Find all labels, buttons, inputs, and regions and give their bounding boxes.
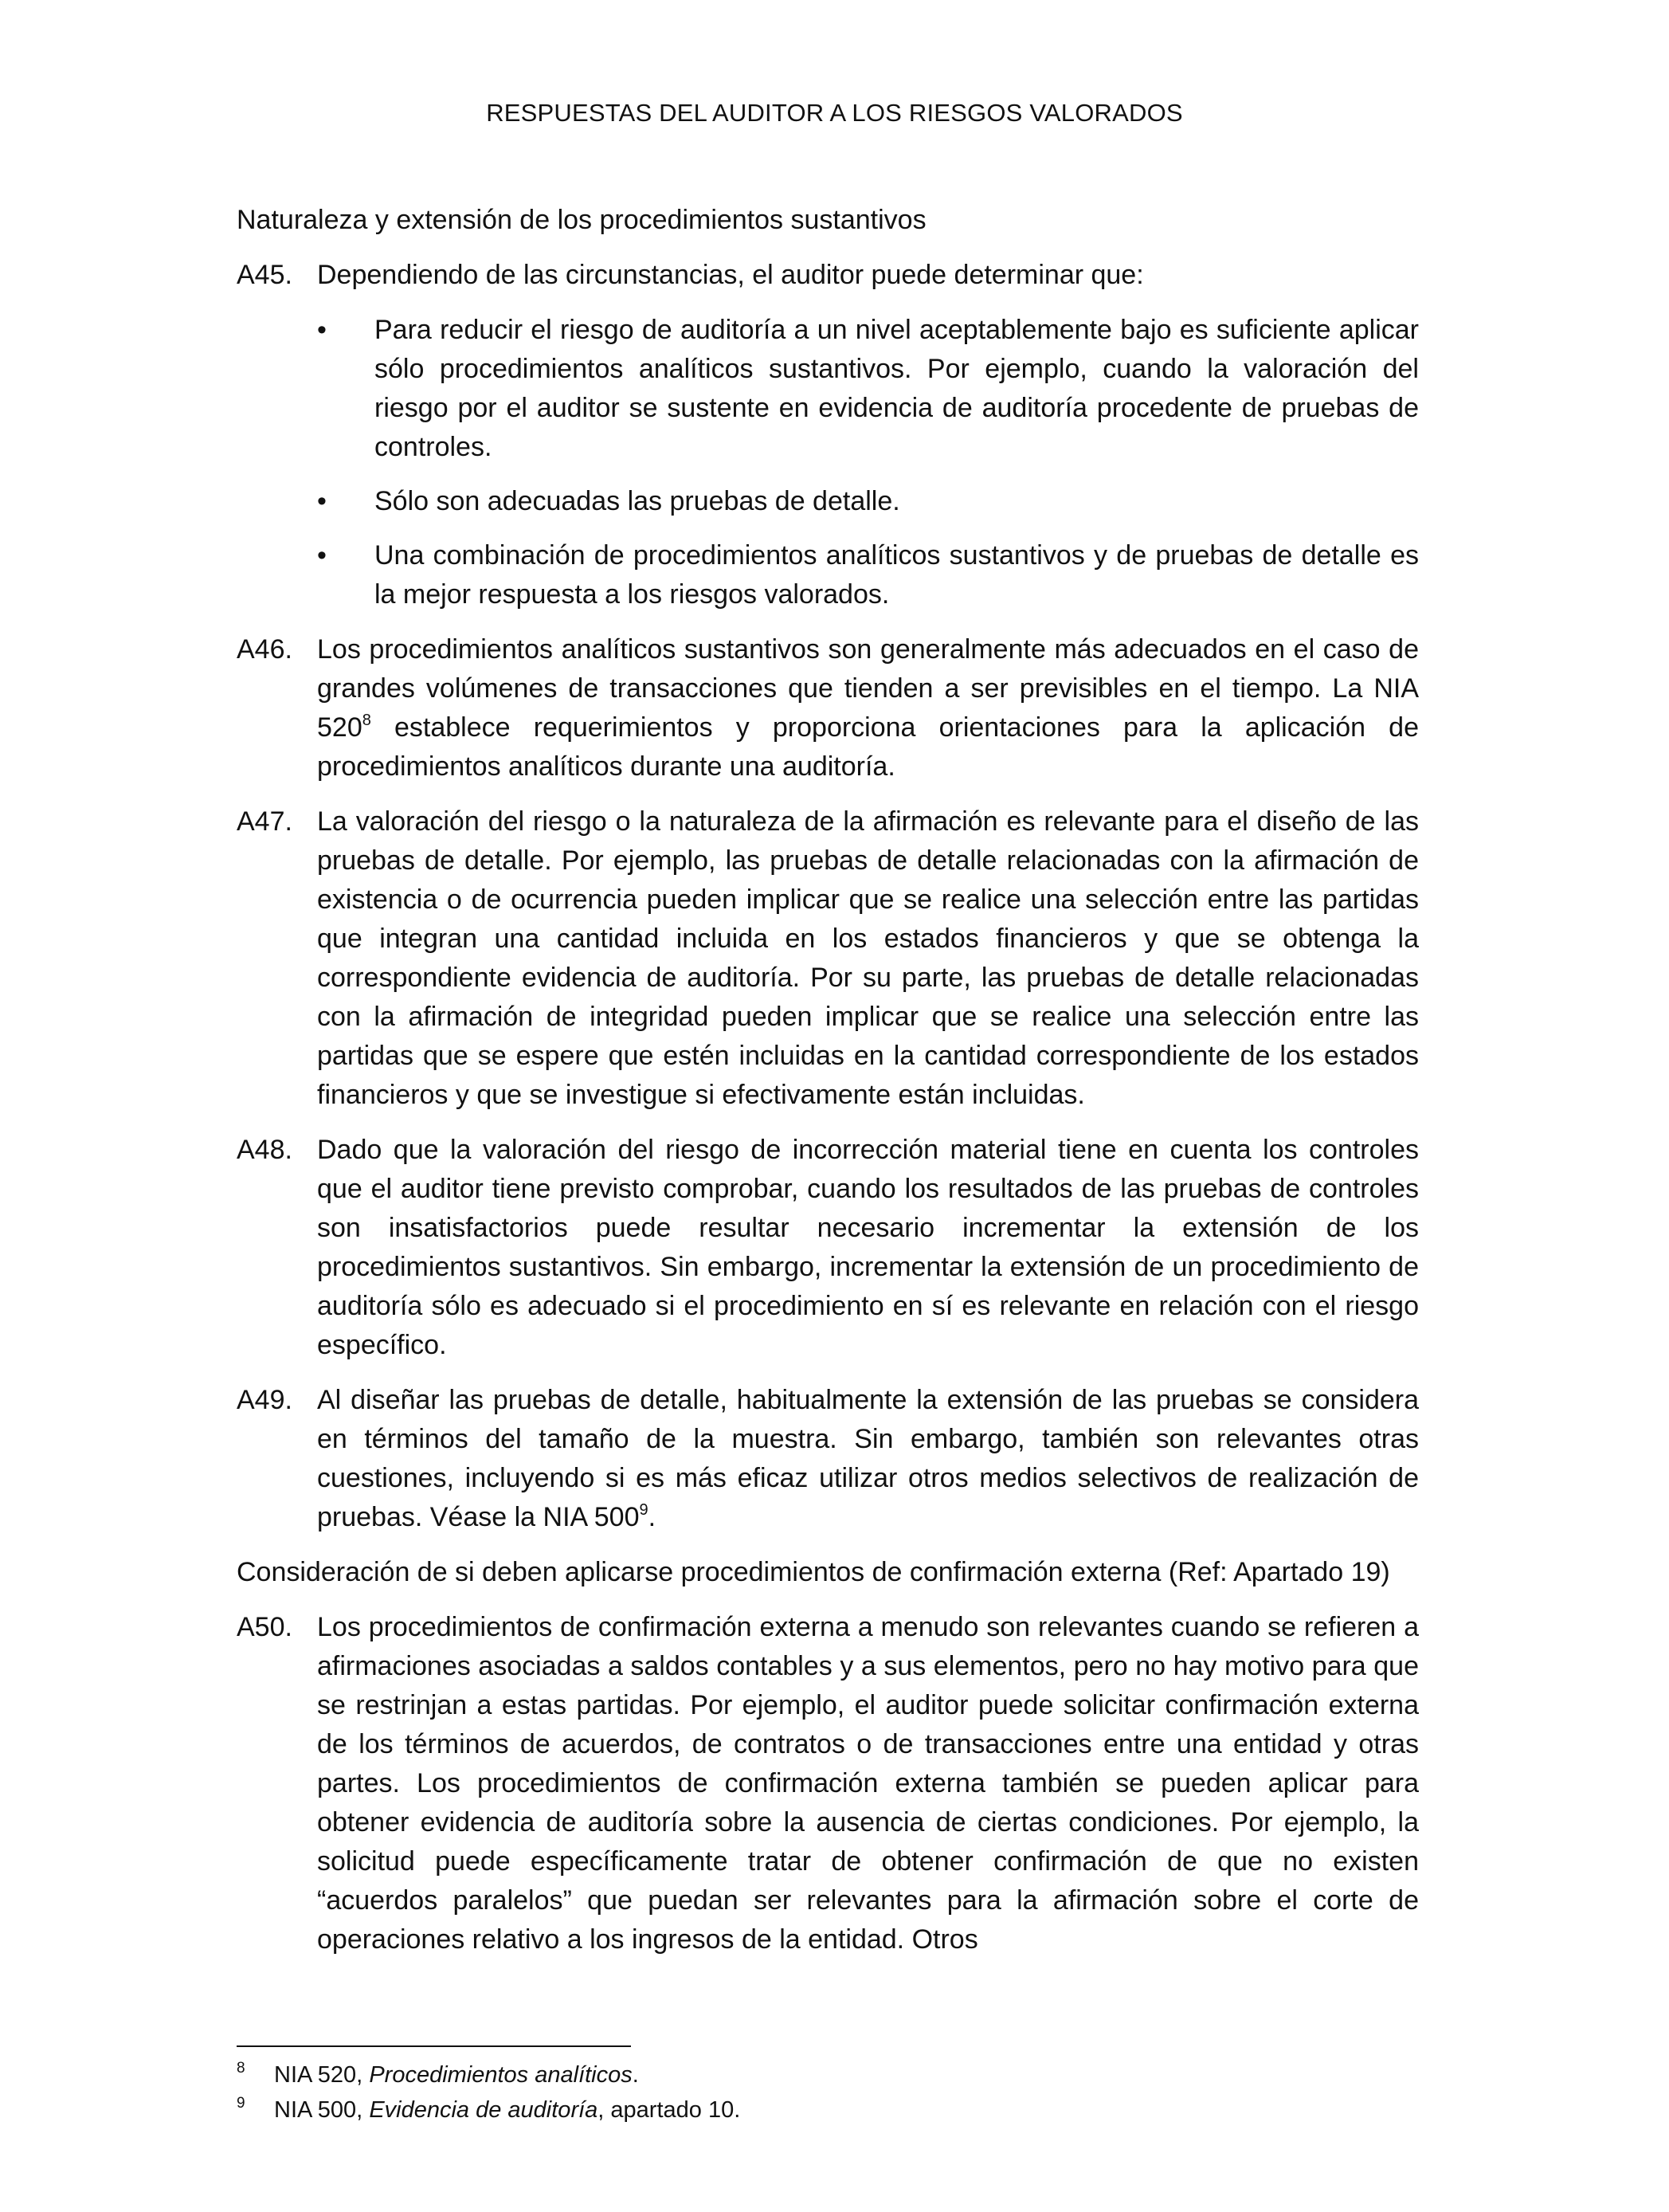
footnote-title: Procedimientos analíticos	[369, 2062, 633, 2088]
paragraph-text	[317, 630, 1419, 786]
list-item-text: Para reducir el riesgo de auditoría a un nivel aceptablemente bajo es suficiente aplicar sólo procedimientos analíticos sustantivos. Por ejemplo, cuando la valoración del riesgo por el auditor se sustente en evidencia de auditoría procedente de pruebas de controles.	[374, 315, 1419, 462]
paragraph-text: Dependiendo de las circunstancias, el auditor puede determinar que:	[317, 260, 1144, 290]
footnote-ref-8[interactable]: 8	[362, 711, 371, 729]
list-item	[317, 536, 1419, 614]
footnote-9	[237, 2092, 1419, 2128]
text-segment: establece requerimientos y proporciona orientaciones para la aplicación de procedimientos analíticos durante una auditoría.	[317, 712, 1419, 782]
paragraph-a46	[237, 630, 1419, 786]
paragraph-text: La valoración del riesgo o la naturaleza de la afirmación es relevante para el diseño de las pruebas de detalle. Por ejemplo, las pruebas de detalle relacionadas con la afirmación de existencia o de ocurrencia pueden implicar que se realice una selección entre las partidas que integran una cantidad incluida en los estados financieros y que se obtenga la correspondiente evidencia de auditoría. Por su parte, las pruebas de detalle relacionadas con la afirmación de integridad pueden implicar que se realice una selección entre las partidas que se espere que estén incluidas en la cantidad correspondiente de los estados financieros y que se investigue si efectivamente están incluidas.	[317, 806, 1419, 1110]
paragraph-number: A48.	[237, 1135, 292, 1165]
footnote-number: 9	[237, 2095, 245, 2112]
section-heading-substantive: Naturaleza y extensión de los procedimientos sustantivos	[237, 205, 927, 235]
main-content	[237, 201, 1419, 1975]
paragraph-a50	[237, 1608, 1419, 1959]
paragraph-text: Dado que la valoración del riesgo de incorrección material tiene en cuenta los controles que el auditor tiene previsto comprobar, cuando los resultados de las pruebas de controles son insatisfactorios puede resultar necesario incrementar la extensión de los procedimientos sustantivos. Sin embargo, incrementar la extensión de un procedimiento de auditoría sólo es adecuado si el procedimiento en sí es relevante en relación con el riesgo específico.	[317, 1135, 1419, 1360]
list-item	[317, 311, 1419, 467]
paragraph-text	[317, 1381, 1419, 1537]
paragraph-number: A49.	[237, 1385, 292, 1415]
paragraph-number: A45.	[237, 260, 292, 290]
footnotes	[237, 2057, 1419, 2128]
paragraph-a45	[237, 256, 1419, 295]
paragraph-a49	[237, 1381, 1419, 1537]
paragraph-number: A50.	[237, 1612, 292, 1642]
text-segment: NIA 500,	[274, 2097, 370, 2123]
footnote-separator	[237, 2045, 631, 2047]
list-item	[317, 482, 1419, 521]
paragraph-number: A46.	[237, 634, 292, 665]
footnote-title: Evidencia de auditoría	[369, 2097, 598, 2123]
bullet-icon: •	[317, 315, 327, 345]
footnote-text	[274, 2092, 740, 2128]
text-segment: Los procedimientos analíticos sustantivos son generalmente más adecuados en el caso de grandes volúmenes de transacciones que tienden a ser previsibles en el tiempo. La NIA 520	[317, 634, 1419, 743]
paragraph-a48	[237, 1131, 1419, 1365]
text-segment: NIA 520,	[274, 2062, 370, 2088]
paragraph-number: A47.	[237, 806, 292, 837]
bullet-icon: •	[317, 486, 327, 516]
text-segment: , apartado 10.	[597, 2097, 741, 2123]
section-heading-external-confirmation: Consideración de si deben aplicarse procedimientos de confirmación externa (Ref: Apartado 19)	[237, 1557, 1390, 1587]
running-header: RESPUESTAS DEL AUDITOR A LOS RIESGOS VALORADOS	[486, 99, 1183, 127]
footnote-number: 8	[237, 2060, 245, 2077]
list-item-text: Una combinación de procedimientos analíticos sustantivos y de pruebas de detalle es la mejor respuesta a los riesgos valorados.	[374, 540, 1419, 610]
bullet-list	[317, 311, 1419, 614]
footnote-text	[274, 2057, 639, 2092]
paragraph-text: Los procedimientos de confirmación externa a menudo son relevantes cuando se refieren a afirmaciones asociadas a saldos contables y a sus elementos, pero no hay motivo para que se restrinjan a estas partidas. Por ejemplo, el auditor puede solicitar confirmación externa de los términos de acuerdos, de contratos o de transacciones entre una entidad y otras partes. Los procedimientos de confirmación externa también se pueden aplicar para obtener evidencia de auditoría sobre la ausencia de ciertas condiciones. Por ejemplo, la solicitud puede específicamente tratar de obtener confirmación de que no existen “acuerdos paralelos” que puedan ser relevantes para la afirmación sobre el corte de operaciones relativo a los ingresos de la entidad. Otros	[317, 1612, 1419, 1955]
list-item-text: Sólo son adecuadas las pruebas de detalle.	[374, 486, 900, 516]
text-segment: .	[648, 1502, 656, 1532]
bullet-icon: •	[317, 540, 327, 571]
text-segment: .	[632, 2062, 639, 2088]
text-segment: Al diseñar las pruebas de detalle, habitualmente la extensión de las pruebas se considera en términos del tamaño de la muestra. Sin embargo, también son relevantes otras cuestiones, incluyendo si es más eficaz utilizar otros medios selectivos de realización de pruebas. Véase la NIA 500	[317, 1385, 1419, 1532]
paragraph-a47	[237, 802, 1419, 1115]
footnote-ref-9[interactable]: 9	[639, 1500, 648, 1519]
footnote-8	[237, 2057, 1419, 2092]
